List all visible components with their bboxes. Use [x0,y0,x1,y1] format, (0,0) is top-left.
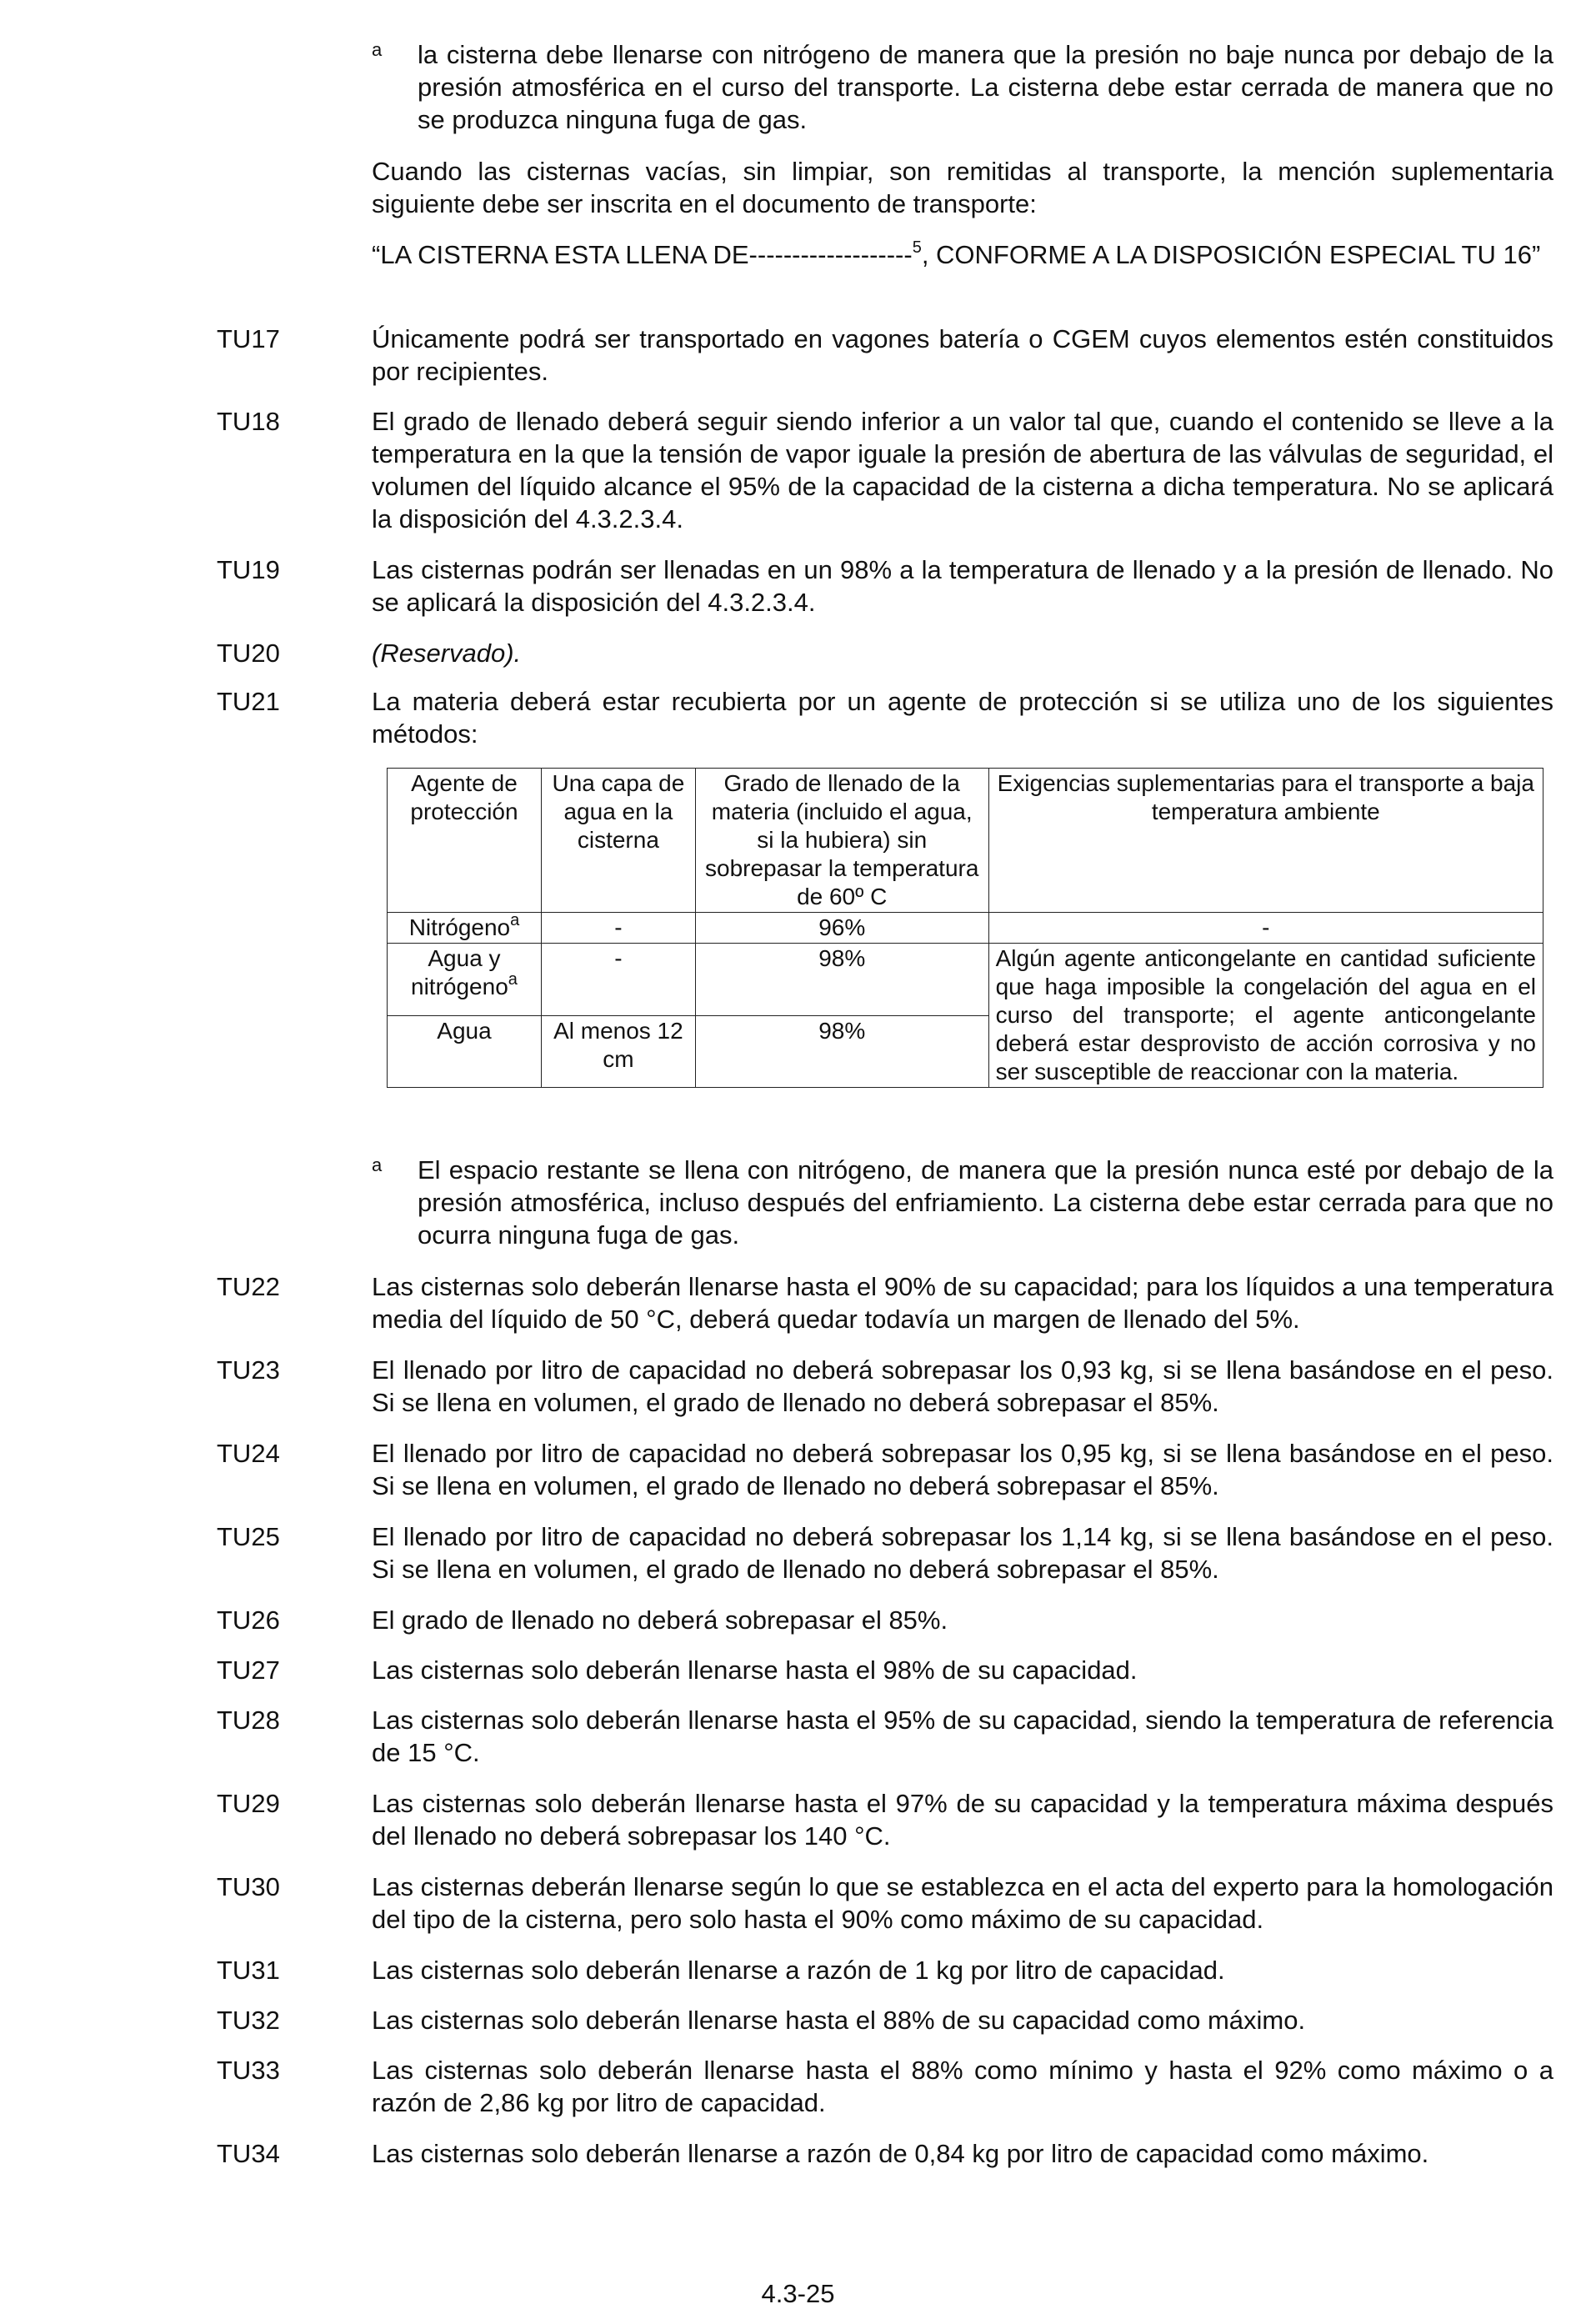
entry-code: TU30 [217,1872,280,1901]
entry-text: Las cisternas solo deberán llenarse hasta el 95% de su capacidad, siendo la temperatura de referencia de 15 °C. [372,1705,1553,1767]
intro-paragraph: Cuando las cisternas vacías, sin limpiar, son remitidas al transporte, la mención suplementaria siguiente debe ser inscrita en el documento de transporte: [372,157,1553,218]
entry-code: TU27 [217,1655,280,1685]
quote-footnote-ref: 5 [912,238,922,257]
quote-after: , CONFORME A LA DISPOSICIÓN ESPECIAL TU 16” [921,240,1541,269]
protection-agent-table [387,768,1543,1088]
table-cell-requirement: - [988,913,1543,944]
table-cell-fill-degree: 98% [695,944,988,1016]
footnote-mark: a [372,39,383,60]
table-cell-water-layer: - [541,913,695,944]
entry-text: Las cisternas podrán ser llenadas en un 98% a la temperatura de llenado y a la presión de llenado. No se aplicará la disposición del 4.3.2.3.4. [372,555,1553,617]
table-cell-fill-degree: 96% [695,913,988,944]
table-cell-water-layer: - [541,944,695,1016]
entry-tu22 [217,1270,1553,1335]
table-row [388,944,1543,1016]
entry-text: Las cisternas deberán llenarse según lo que se establezca en el acta del experto para la homologación del tipo de la cisterna, pero solo hasta el 90% como máximo de su capacidad. [372,1872,1553,1934]
entry-code: TU17 [217,324,280,353]
entry-text: (Reservado). [372,639,522,668]
entry-code: TU18 [217,407,280,436]
entry-text: El llenado por litro de capacidad no deberá sobrepasar los 0,93 kg, si se llena basándose en el peso. Si se llena en volumen, el grado de llenado no deberá sobrepasar el 85%. [372,1355,1553,1417]
table-header-cell: Grado de llenado de la materia (incluido el agua, si la hubiera) sin sobrepasar la temperatura de 60º C [695,769,988,913]
entry-text: Las cisternas solo deberán llenarse a razón de 0,84 kg por litro de capacidad como máximo. [372,2139,1429,2168]
table-cell-fill-degree: 98% [695,1015,988,1088]
entry-text: Las cisternas solo deberán llenarse hasta el 97% de su capacidad y la temperatura máxima después del llenado no deberá sobrepasar los 140 °C. [372,1789,1553,1851]
entry-tu17 [217,323,1553,388]
table-cell-shared-requirement: Algún agente anticongelante en cantidad suficiente que haga imposible la congelación del agua en el curso del transporte; el agente anticongelante deberá estar desprovisto de acción corrosiva y no ser susceptible de reaccionar con la materia. [988,944,1543,1088]
entry-tu21 [217,685,1553,750]
entry-tu28 [217,1704,1553,1769]
entry-code: TU23 [217,1355,280,1385]
entry-code: TU31 [217,1956,280,1985]
entry-tu20 [217,637,1553,669]
entry-tu32 [217,2004,1553,2036]
entry-tu29 [217,1787,1553,1852]
table-footnote [372,1154,1553,1251]
entry-code: TU33 [217,2056,280,2085]
table-header-cell: Una capa de agua en la cisterna [541,769,695,913]
entry-tu27 [217,1654,1553,1686]
entry-text: Las cisternas solo deberán llenarse hasta el 88% como mínimo y hasta el 92% como máximo o a razón de 2,86 kg por litro de capacidad. [372,2056,1553,2117]
entry-text: Las cisternas solo deberán llenarse hasta el 90% de su capacidad; para los líquidos a una temperatura media del líquido de 50 °C, deberá quedar todavía un margen de llenado del 5%. [372,1272,1553,1334]
entry-tu24 [217,1437,1553,1502]
page-number: 4.3-25 [761,2279,835,2308]
footnote-text: la cisterna debe llenarse con nitrógeno de manera que la presión no baje nunca por debajo de la presión atmosférica en el curso del transporte. La cisterna debe estar cerrada de manera que no se produzca ninguna fuga de gas. [418,40,1553,134]
table-header-cell: Agente de protección [388,769,542,913]
entry-code: TU25 [217,1522,280,1551]
entry-code: TU24 [217,1439,280,1468]
entry-text: El grado de llenado deberá seguir siendo inferior a un valor tal que, cuando el contenido se lleve a la temperatura en la que la tensión de vapor iguale la presión de abertura de las válvulas de seguridad, el volumen del líquido alcance el 95% de la capacidad de la cisterna a dicha temperatura. No se aplicará la disposición del 4.3.2.3.4. [372,407,1553,533]
quote-before: “LA CISTERNA ESTA LLENA DE------------------- [372,240,913,269]
entry-code: TU21 [217,687,280,716]
entry-tu33 [217,2054,1553,2119]
entry-tu25 [217,1520,1553,1585]
footnote-text: El espacio restante se llena con nitrógeno, de manera que la presión nunca esté por debajo de la presión atmosférica, incluso después del enfriamiento. La cisterna debe estar cerrada para que no ocurra ninguna fuga de gas. [418,1155,1553,1250]
entry-text: Las cisternas solo deberán llenarse hasta el 98% de su capacidad. [372,1655,1138,1685]
entry-text: Las cisternas solo deberán llenarse a razón de 1 kg por litro de capacidad. [372,1956,1225,1985]
entry-text: La materia deberá estar recubierta por un agente de protección si se utiliza uno de los siguientes métodos: [372,687,1553,749]
entry-code: TU20 [217,639,280,668]
entry-tu31 [217,1954,1553,1986]
table-cell-agent: Agua [388,1015,542,1088]
entry-tu26 [217,1604,1553,1636]
footnote-mark: a [372,1154,383,1175]
entry-code: TU32 [217,2006,280,2035]
entry-text: Las cisternas solo deberán llenarse hasta el 88% de su capacidad como máximo. [372,2006,1306,2035]
entry-tu19 [217,553,1553,619]
entry-text: El llenado por litro de capacidad no deberá sobrepasar los 0,95 kg, si se llena basándose en el peso. Si se llena en volumen, el grado de llenado no deberá sobrepasar el 85%. [372,1439,1553,1500]
entry-tu34 [217,2137,1553,2170]
table-header-row [388,769,1543,913]
table-cell-water-layer: Al menos 12 cm [541,1015,695,1088]
entry-code: TU29 [217,1789,280,1818]
tu16-quote [372,238,1553,271]
entry-code: TU28 [217,1705,280,1735]
entry-text: El llenado por litro de capacidad no deberá sobrepasar los 1,14 kg, si se llena basándose en el peso. Si se llena en volumen, el grado de llenado no deberá sobrepasar el 85%. [372,1522,1553,1584]
table-header-cell: Exigencias suplementarias para el transporte a baja temperatura ambiente [988,769,1543,913]
entry-tu18 [217,405,1553,535]
entry-text: Únicamente podrá ser transportado en vagones batería o CGEM cuyos elementos estén constituidos por recipientes. [372,324,1553,386]
entry-tu23 [217,1354,1553,1419]
top-footnote [372,38,1553,136]
table-cell-agent: Agua y nitrógeno$^a$ [388,944,542,1016]
entry-code: TU34 [217,2139,280,2168]
entry-code: TU26 [217,1605,280,1635]
table-row [388,913,1543,944]
entry-code: TU22 [217,1272,280,1301]
entry-tu30 [217,1871,1553,1936]
entry-text: El grado de llenado no deberá sobrepasar el 85%. [372,1605,948,1635]
table-cell-agent: Nitrógeno$^a$ [388,913,542,944]
entry-code: TU19 [217,555,280,584]
